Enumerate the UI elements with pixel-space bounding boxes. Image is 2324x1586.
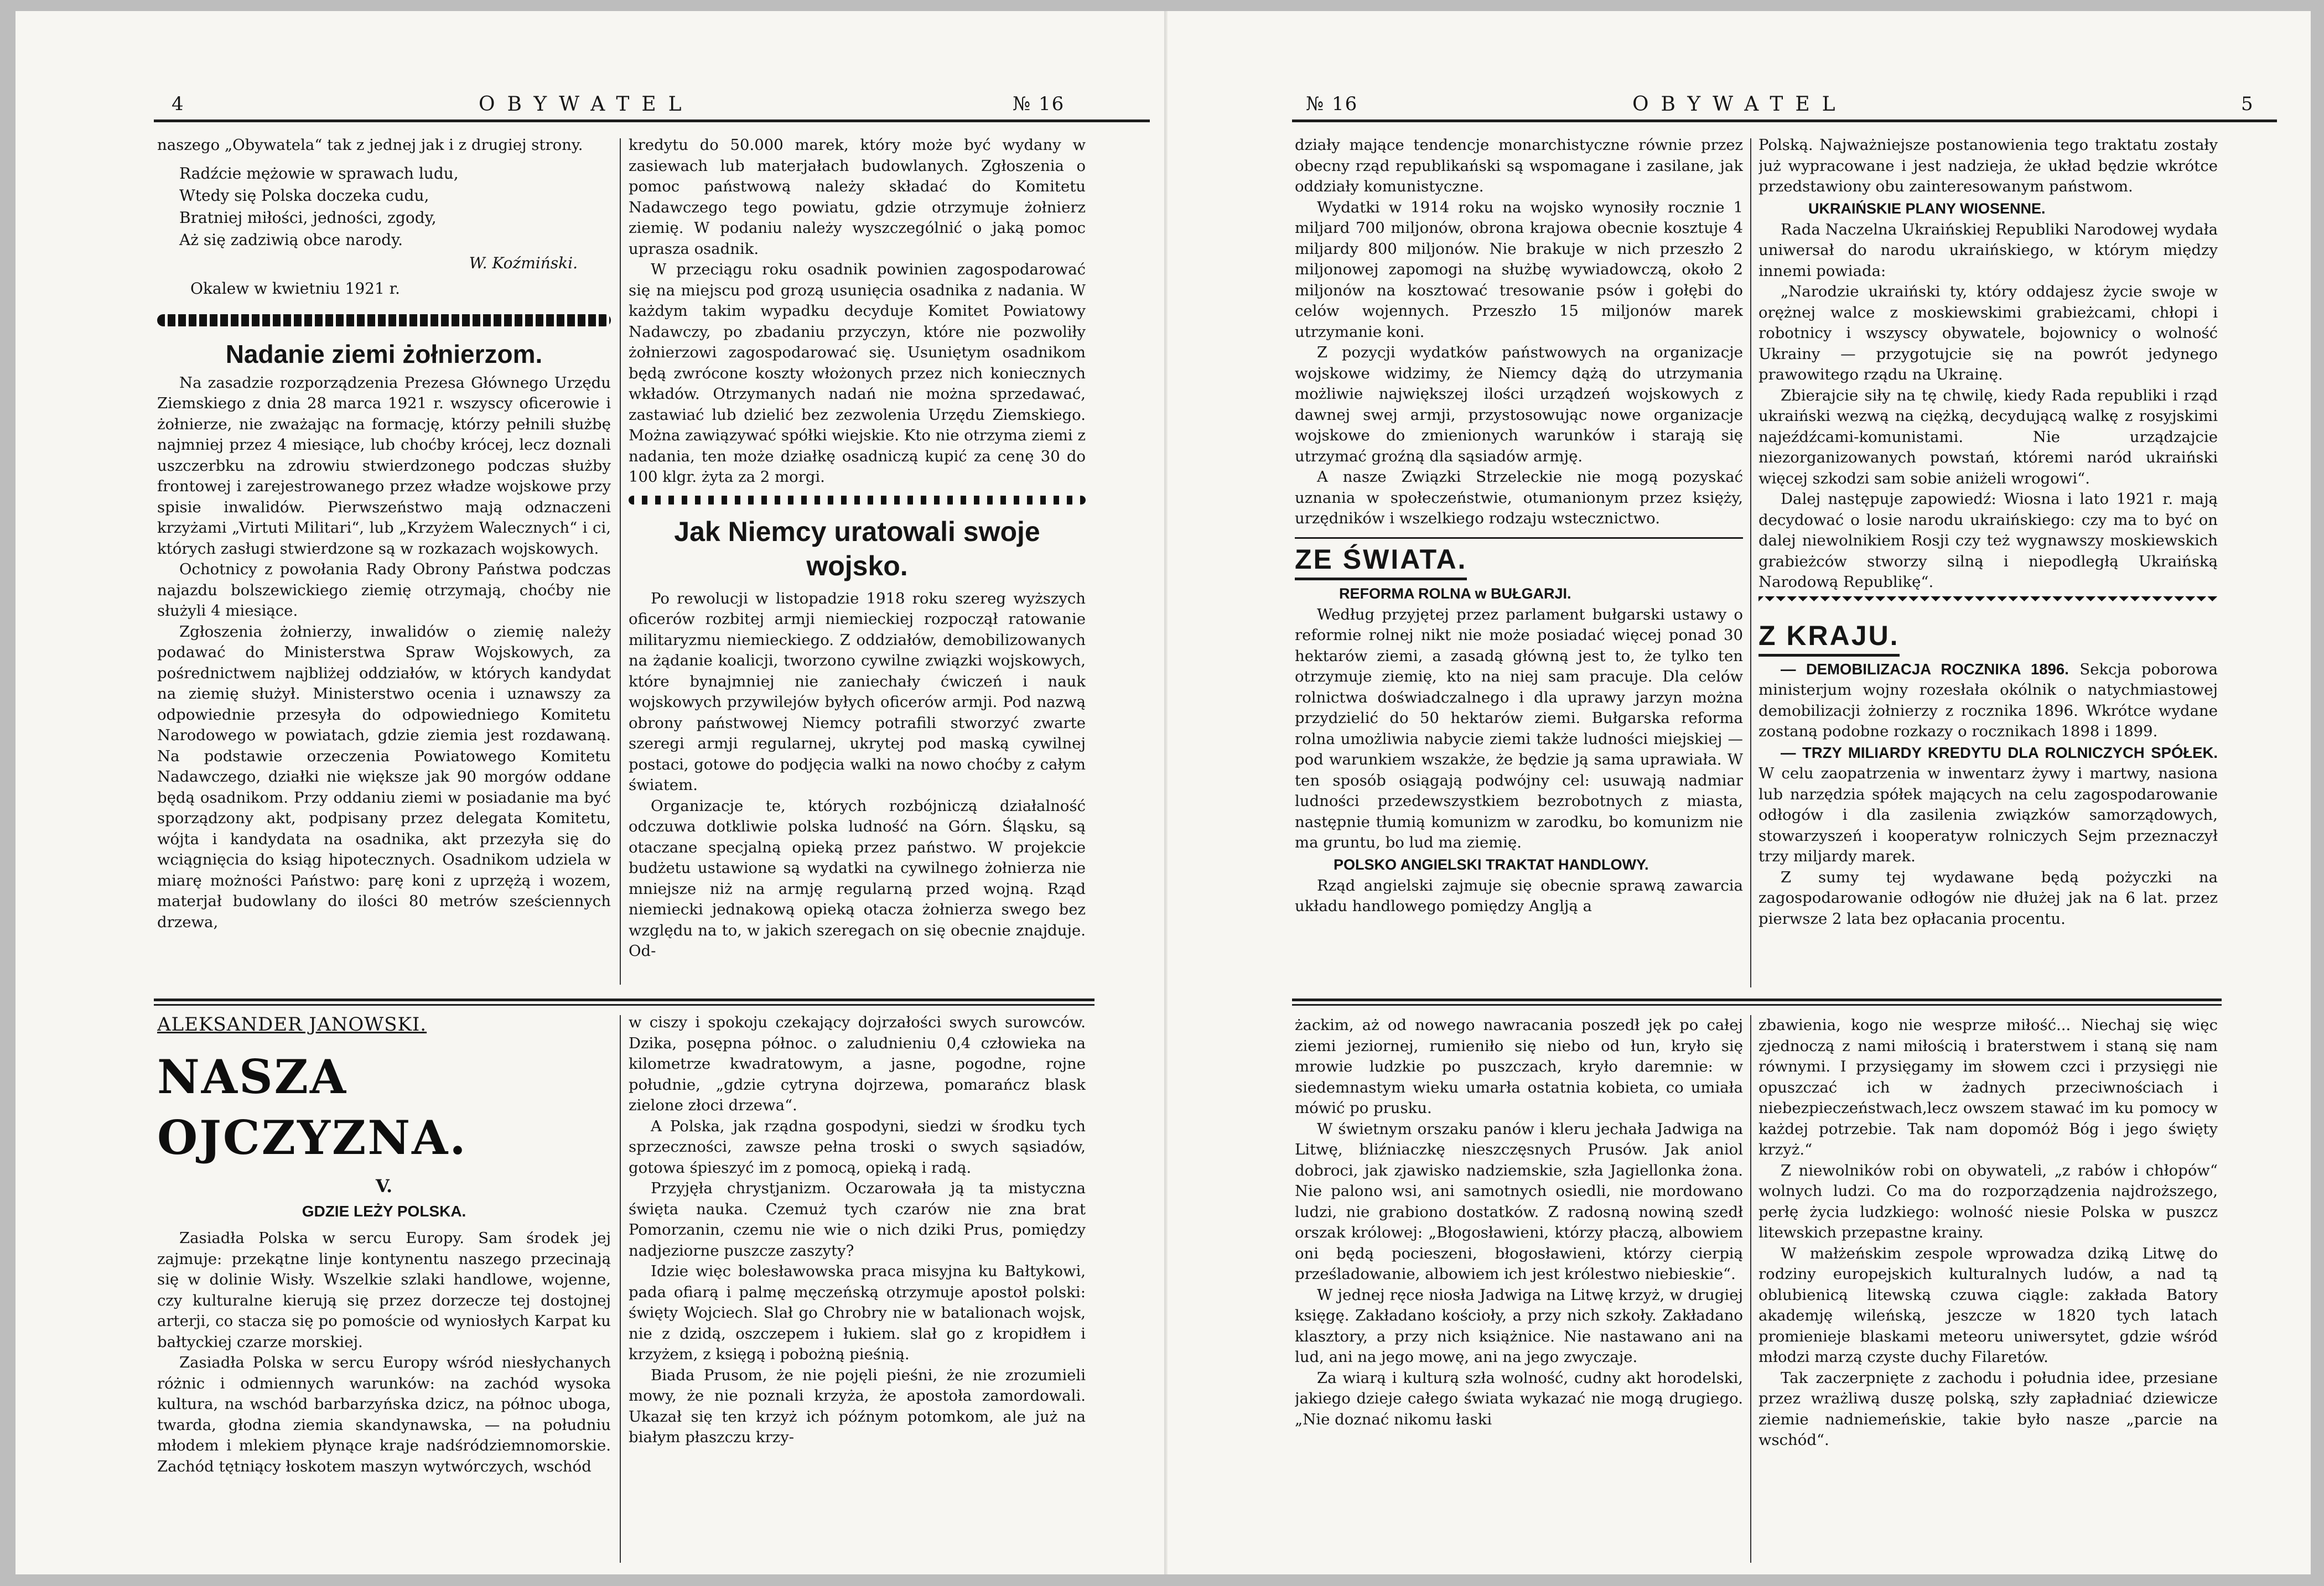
article-title: Nadanie ziemi żołnierzom. — [225, 339, 543, 368]
paragraph: Za wiarą i kulturą szła wolność, cudny akt horodelski, jakiego dzieje całego świata wykazać nie mogą drugiego. „Nie doznać nikomu łaski — [1295, 1369, 1743, 1428]
paragraph: żackim, aż od nowego nawracania poszedł jęk po całej ziemi jeziornej, rumieniło się niebo od łun, kryło się mrowie ludzkie po puszczach, kryło daremnie: w siedemnastym wieku umarła ostatnia kobieta, co umiała mówić po prusku. — [1295, 1016, 1743, 1117]
poem-line: Bratniej miłości, jedności, zgody, — [179, 208, 437, 227]
serial-author: ALEKSANDER JANOWSKI. — [157, 1013, 427, 1036]
section-heading: ZE ŚWIATA. — [1295, 543, 1467, 580]
poem-line: Aż się zadziwią obce narody. — [179, 230, 403, 249]
serial-part: V. — [375, 1176, 393, 1197]
paragraph: W jednej ręce niosła Jadwiga na Litwę krzyż, w drugiej księgę. Zakładano kościoły, a przy nich szkoły. Zakładano klasztory, a przy nich książnice. Nie nastawano ani na lud, ani na jego mowę, ani na jego zwyczaje. — [1295, 1286, 1743, 1366]
article-title: Jak Niemcy uratowali swoje wojsko. — [674, 516, 1040, 581]
page-number: 5 — [2241, 93, 2254, 115]
paragraph: Biada Prusom, że nie pojęli pieśni, że nie zrozumieli mowy, że nie poznali krzyża, że apostoła zamordowali. Ukazał się ten krzyż ich późnym potomkom, ale już na białym płaszczu krzy- — [629, 1366, 1086, 1446]
feuilleton-rule — [1292, 999, 2222, 1001]
paragraph: W małżeńskim zespole wprowadza dziką Litwę do rodziny europejskich kulturalnych ludów, a nad tą oblubienicą litewską czuwa ciągle: zakłada Batory akademję wileńską, jeszcze w 1820 tych latach promienieje blaskami meteoru uniwersytet, gdzie wśród młodzi marzą czyste duchy Filaretów. — [1758, 1244, 2218, 1366]
paragraph: Po rewolucji w listopadzie 1918 roku szereg wyższych oficerów rozbitej armji niemieckiej rozpoczął ratowanie militaryzmu niemieckiego. Z oddziałów, demobilizowanych na żądanie koalicji, tworzono cywilne związki wojskowych, które bynajmniej nie zaniechały ćwiczeń i nauk wojskowych przywilejów byłych oficerów armji. Pod nazwą obrony państwowej Niemcy potrafili stworzyć zwarte szeregi armji regularnej, ukrytej pod maską cywilnej postaci, gotowe do podjęcia walki na nowo choćby z całym światem. — [629, 589, 1086, 794]
paragraph: kredytu do 50.000 marek, który może być wydany w zasiewach lub materjałach budowlanych. Zgłoszenia o pomoc państwową należy składać do Komitetu Nadawczego tego powiatu, gdzie otrzymuje żołnierz ziemię. W podaniu należy wyszczególnić o jaką pomoc uprasza osadnik. — [629, 136, 1086, 258]
column-rule — [1750, 1015, 1751, 1563]
poem — [179, 163, 611, 300]
paragraph: Z niewolników robi on obywateli, „z rabów i chłopów“ wolnych ludzi. Co ma do rozporządzenia najdroższego, perłę życia ludzkiego: wolność niesie Polska w puszcz litewskich przepastne krainy. — [1758, 1161, 2218, 1241]
feuilleton-rule — [1292, 1004, 2222, 1006]
paragraph: Ochotnicy z powołania Rady Obrony Państwa podczas najazdu bolszewickiego ziemię otrzymają, choćby nie służyli 4 miesiące. — [157, 560, 611, 620]
paragraph: Organizacje te, których rozbójniczą działalność odczuwa dotkliwie polska ludność na Górn. Śląsku, są otaczane specjalną opieką przez państwo. W projekcie budżetu ustawione są wydatki na cywilnego żołnierza nie mniejsze niż na armję regularną przed wojną. Rząd niemiecki jednakową opieką otacza żołnierza swego bez względu na to, w jakich szeregach on się obecnie znajduje. Od- — [629, 797, 1086, 960]
ornament-divider — [629, 496, 1086, 505]
masthead: OBYWATEL — [479, 93, 694, 116]
news-title: POLSKO ANGIELSKI TRAKTAT HANDLOWY. — [1334, 856, 1649, 873]
right-column-2 — [1758, 135, 2218, 990]
serial-subtitle: GDZIE LEŻY POLSKA. — [302, 1203, 466, 1220]
left-page — [15, 11, 1168, 1574]
paragraph: W świetnym orszaku panów i kleru jechała Jadwiga na Litwę, bliźniaczkę nieszczęsnych Prusów. Jak aniol dobroci, jak zjawisko nadziemskie, szła Jagiellonka żona. Nie palono wsi, ani samotnych osiedli, nie mordowano ludzi, nie grabiono dostatków. Z radosną nowiną szedł orszak królowej: „Błogosławieni, którzy płaczą, albowiem oni będą pocieszeni, błogosławieni, którzy cierpią prześladowanie, albowiem ich jest królestwo niebieskie“. — [1295, 1120, 1743, 1283]
serial-column-2 — [629, 1012, 1086, 1571]
col1-intro: naszego „Obywatela“ tak z jednej jak i z drugiej strony. — [157, 136, 583, 154]
news-text: W celu zaopatrzenia w inwentarz żywy i martwy, nasiona lub narzędzia spółek mających na celu zagospodarowanie odłogów i dla zasilenia związków samorządowych, stowarzyszeń i kooperatyw rolniczych Sejm przeznaczył trzy miljardy marek. — [1758, 765, 2218, 865]
paragraph: Zgłoszenia żołnierzy, inwalidów o ziemię należy podawać do Ministerstwa Spraw Wojskowych, za pośrednictwem najbliżej oddziałów, w których kandydat na ziemię służył. Ministerstwo ocenia i uznawszy za odpowiednie przesyła do odpowiedniego Komitetu Narodowego w powiatach, gdzie ziemia jest rozdawaną. Na podstawie orzeczenia Powiatowego Komitetu Nadawczego, działki nie większe jak 90 morgów oddane będą osadnikom. Przy oddaniu ziemi w posiadanie ma być sporządzony akt, podpisany przez delegata Komitetu, wójta i kandydata na osadnika, akt przezyła się do wciągnięcia do ksiąg hipotecznych. Osadnikom udziela w miarę możności Państwo: parę koni z uprzężą i wozem, materjał budowlany do ilości 80 metrów sześciennych drzewa, — [157, 622, 611, 931]
paragraph: Z pozycji wydatków państwowych na organizacje wojskowe widzimy, że Niemcy dążą do utrzymania możliwie największej ilości urządzeń wojskowych z dawnej swej armji, przystosowując nowe organizacje wojskowe do zmienionych warunków i starają się utrzymać groźną dla sąsiadów armję. — [1295, 344, 1743, 465]
column-rule — [620, 1015, 621, 1563]
paragraph: Rząd angielski zajmuje się obecnie sprawą zawarcia układu handlowego pomiędzy Anglją a — [1295, 876, 1743, 915]
news-text: Sekcja poborowa ministerjum wojny rozesłała okólnik o natychmiastowej demobilizacji żołnierzy z rocznika 1896. Wkrótce wydane zostaną podobne rozkazy o rocznikach 1898 i 1899. — [1758, 660, 2218, 740]
news-title: REFORMA ROLNA w BUŁGARJI. — [1339, 585, 1571, 602]
left-column-1 — [157, 135, 611, 987]
left-column-2 — [629, 135, 1086, 987]
poem-line: Wtedy się Polska doczeka cudu, — [179, 186, 429, 205]
column-rule — [620, 138, 621, 985]
right-column-1 — [1295, 135, 1743, 990]
right-serial-column-1 — [1295, 1015, 1743, 1568]
section-heading: Z KRAJU. — [1758, 620, 1900, 657]
news-title: UKRAIŃSKIE PLANY WIOSENNE. — [1808, 200, 2046, 217]
poem-dated: Okalew w kwietniu 1921 r. — [190, 279, 400, 298]
paragraph: Tak zaczerpnięte z zachodu i południa idee, przesiane przez wrażliwą duszę polską, szły zapładniać dziewicze ziemie nadniemeńskie, takie było nasze „parcie na wschód“. — [1758, 1369, 2218, 1449]
masthead: OBYWATEL — [1632, 93, 1848, 116]
ornament-divider — [157, 314, 611, 326]
issue-number: № 16 — [1306, 93, 1358, 115]
paragraph: Idzie więc bolesławowska praca misyjna ku Bałtykowi, pada ofiarą i palmę męczeńską otrzymuje apostoł polski: święty Wojciech. Slał go Chrobry nie w batalionach wojsk, nie z dzidą, oszczepem i łukiem. slał go z kropidłem i krzyżem, z księgą i pobożną pieśnią. — [629, 1262, 1086, 1363]
feuilleton-rule — [154, 1004, 1094, 1006]
paragraph: „Narodzie ukraiński ty, który oddajesz życie swoje w orężnej walce z moskiewskimi grabieżcami, chłopi i robotnicy i wszyscy obywatele, bojownicy o wolność Ukrainy — przygotujcie się na powrót jedynego prawowitego rządu na Ukrainę. — [1758, 283, 2218, 383]
poem-line: Radźcie mężowie w sprawach ludu, — [179, 164, 459, 183]
paragraph: A Polska, jak rządna gospodyni, siedzi w środku tych sprzeczności, zawsze pełna troski o swych sąsiadów, gotowa śpieszyć im z pomocą, opieką i radą. — [629, 1117, 1086, 1177]
paragraph: Według przyjętej przez parlament bułgarski ustawy o reformie rolnej nikt nie może posiadać więcej ponad 30 hektarów ziemi, a zasadą główną jest to, że tylko ten otrzymuje ziemię, kto na niej sam pracuje. Dla celów rolnictwa doświadczalnego i dla uprawy jarzyn można przydzielić do 50 hektarów ziemi. Bułgarska reforma rolna umożliwia nabycie ziemi także ludności miejskiej —pod warunkiem wszakże, że będzie ją sama uprawiała. W ten sposób osiągają podwójny cel: usuwają nadmiar ludności przedewszystkiem bezrobotnych z miasta, następnie tłumią komunizm w zarodku, bo komunizm nie ma gruntu, bo lud ma ziemię. — [1295, 605, 1743, 851]
issue-number: № 16 — [1013, 93, 1065, 115]
paragraph: w ciszy i spokoju czekający dojrzałości swych surowców. Dzika, posępna północ. o zaludnieniu 0,4 człowieka na kilometrze kwadratowym, a jasne, pogodne, rojne południe, „gdzie cytryna dojrzewa, pomarańcz blask zielone złoci drzewa“. — [629, 1013, 1086, 1114]
page-number: 4 — [172, 93, 185, 115]
ornament-divider — [1758, 596, 2218, 605]
paragraph: Wydatki w 1914 roku na wojsko wynosiły rocznie 1 miljard 700 miljonów, obrona krajowa obecnie kosztuje 4 miljardy 800 miljonów. Nie brakuje w nich przeszło 2 miljonowej zapomogi na służbę wywiadowczą, około 2 miljonów na kosztować tresowanie psów i gołębi do celów wojennych. Przeszło 15 miljonów marek utrzymanie koni. — [1295, 198, 1743, 341]
section-rule — [1295, 537, 1743, 539]
paragraph: Zasiadła Polska w sercu Europy. Sam środek jej zajmuje: przekątne linje kontynentu naszego przecinają się w dolinie Wisły. Wszelkie szlaki handlowe, wojenne, czy kulturalne kierują się przez dorzecze tej dostojnej arterji, co stacza się po pomoście od wyniosłych Karpat ku bałtyckiej czarze morskiej. — [157, 1229, 611, 1351]
paragraph: Zbierajcie siły na tę chwilę, kiedy Rada republiki i rząd ukraiński wezwą na ciężką, decydującą walkę z rosyjskimi najeźdźcami-komunistami. Nie urządzajcie niezorganizowanych powstań, któremi naród ukraiński więcej szkodzi sam sobie aniżeli wrogowi“. — [1758, 386, 2218, 487]
paragraph: Rada Naczelna Ukraińskiej Republiki Narodowej wydała uniwersał do narodu ukraińskiego, w którym między innemi powiada: — [1758, 220, 2218, 280]
poem-signature: W. Koźmiński. — [469, 253, 578, 272]
paragraph: działy mające tendencje monarchistyczne równie przez obecny rząd republikański są wspomagane i zasilane, jak oddziały komunistyczne. — [1295, 136, 1743, 195]
serial-column-1 — [157, 1012, 611, 1571]
paragraph: zbawienia, kogo nie wesprze miłość... Niechaj się więc zjednoczą z nami miłością i braterstwem i staną się nam równymi. I przysięgamy im słowem czci i przysięgi nie opuszczać ich w żadnych przeciwnościach i niebezpieczeństwach,lecz owszem stawać im ku pomocy w każdej potrzebie. Tak nam dopomóż Bóg i jego święty krzyż.“ — [1758, 1016, 2218, 1158]
header-rule — [154, 119, 1150, 122]
news-title: — DEMOBILIZACJA ROCZNIKA 1896. — [1781, 660, 2069, 678]
paragraph: Dalej następuje zapowiedź: Wiosna i lato 1921 r. mają decydować o losie narodu ukraińskiego: czy ma to być on dalej niewolnikiem Rosji czy też wygnawszy moskiewskich grabieżców stworzy silną i niepodległą Ukraińską Narodową Republikę“. — [1758, 490, 2218, 591]
news-title: — TRZY MILIARDY KREDYTU DLA ROLNICZYCH SPÓŁEK. — [1781, 743, 2218, 761]
serial-title: NASZA OJCZYZNA. — [157, 1049, 468, 1165]
paragraph: Na zasadzie rozporządzenia Prezesa Głównego Urzędu Ziemskiego z dnia 28 marca 1921 r. wszyscy oficerowie i żołnierze, nie zważając na formację, którzy pełnili służbę najmniej przez 4 miesiące, lub choćby krócej, lecz doznali uszczerbku na zdrowiu stwierdzonego podczas służby frontowej i zarejestrowanego przez władze wojskowe przy spisie inwalidów. Pierwszeństwo mają odznaczeni krzyżami „Virtuti Militari“, lub „Krzyżem Walecznych“ i ci, których zasługi stwierdzone są w rozkazach wojskowych. — [157, 373, 611, 558]
column-rule — [1750, 138, 1751, 987]
paragraph: Z sumy tej wydawane będą pożyczki na zagospodarowanie odłogów nie dłużej jak na 6 lat. przez pierwsze 2 lata bez opłacania procentu. — [1758, 868, 2218, 928]
header-rule — [1292, 119, 2277, 122]
paragraph: A nasze Związki Strzeleckie nie mogą pozyskać uznania w społeczeństwie, otumanionym przez księży, urzędników i wszelkiego rodzaju wstecznictwo. — [1295, 468, 1743, 527]
right-serial-column-2 — [1758, 1015, 2218, 1568]
feuilleton-rule — [154, 999, 1094, 1001]
right-page — [1168, 11, 2311, 1574]
paragraph: Polską. Najważniejsze postanowienia tego traktatu zostały już wypracowane i jest nadzieja, że układ będzie wkrótce przedstawiony obu zainteresowanym państwom. — [1758, 136, 2218, 195]
paragraph: Przyjęła chrystjanizm. Oczarowała ją ta mistyczna święta nauka. Czemuż tych czarów nie zna brat Pomorzanin, czemu nie wie o nich dziki Prus, pomiędzy nadjeziorne puszcze zaszyty? — [629, 1179, 1086, 1260]
paragraph: Zasiadła Polska w sercu Europy wśród niesłychanych różnic i odmiennych warunków: na zachód wysoka kultura, na wschód barbarzyńska dzicz, na północ uboga, twarda, głodna ziemia skandynawska, — na południu młodem i mlekiem płynące kraje nadśródziemnomorskie. Zachód tętniący łoskotem maszyn wytwórczych, wschód — [157, 1354, 611, 1475]
paragraph: W przeciągu roku osadnik powinien zagospodarować się na miejscu pod grozą usunięcia osadnika z nadania. W każdym takim wypadku decyduje Komitet Powiatowy Nadawczy, po zbadaniu przyczyn, które nie pozwoliły żołnierzowi zagospodarować się. Usuniętym osadnikom będą zwrócone koszty włożonych przez nich koniecznych wkładów. Otrzymanych nadań nie można sprzedawać, zastawiać lub dzielić bez zezwolenia Urzędu Ziemskiego. Można zawiązywać spółki wiejskie. Kto nie otrzyma ziemi z nadania, ten może działkę osadniczą kupić za cenę 30 do 100 klgr. żyta za 2 morgi. — [629, 261, 1086, 486]
